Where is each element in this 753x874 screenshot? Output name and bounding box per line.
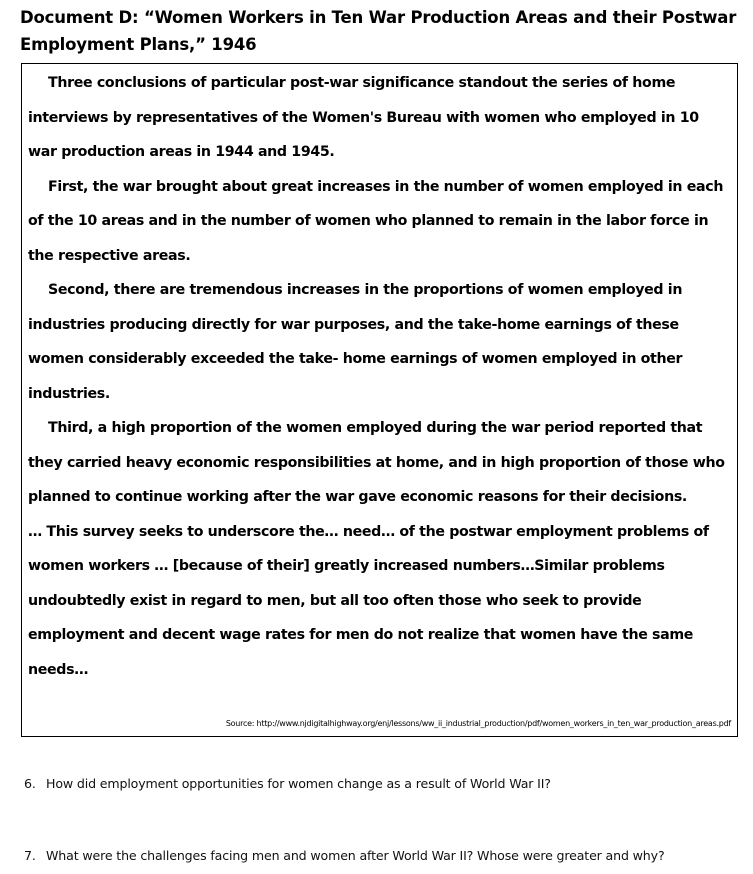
question-number: 7.	[24, 848, 36, 863]
paragraph-survey: … This survey seeks to underscore the… need… of the postwar employment problems of women workers … [because of their] greatly increased numbers…Similar problems undoubtedly exist in regard to men, but all too often those who seek to provide employment and decent wage rates for men do not realize that women have the same needs…	[28, 523, 709, 678]
question-text: What were the challenges facing men and women after World War II? Whose were greater and why?	[46, 848, 665, 863]
question-text: How did employment opportunities for women change as a result of World War II?	[46, 776, 551, 791]
question-7	[24, 848, 664, 864]
paragraph-conclusions: Three conclusions of particular post-war significance standout the series of home interviews by representatives of the Women's Bureau with women who employed in 10 war production areas in 1944 and 1945.	[28, 75, 699, 160]
paragraph-first: First, the war brought about great increases in the number of women employed in each of the 10 areas and in the number of women who planned to remain in the labor force in the respective areas.	[28, 178, 724, 264]
paragraph-second: Second, there are tremendous increases in the proportions of women employed in industries producing directly for war purposes, and the take-home earnings of these women considerably exceeded the take- home earnings of women employed in other industries.	[28, 282, 683, 402]
question-6	[24, 776, 551, 792]
document-excerpt-box	[21, 63, 738, 737]
source-citation: Source: http://www.njdigitalhighway.org/enj/lessons/ww_ii_industrial_production/pdf/women_workers_in_ten_war_production_areas.pdf	[225, 719, 731, 728]
question-number: 6.	[24, 776, 36, 791]
document-title: Document D: “Women Workers in Ten War Production Areas and their Postwar Employment Plans,” 1946	[20, 8, 737, 54]
paragraph-third: Third, a high proportion of the women employed during the war period reported that they carried heavy economic responsibilities at home, and in high proportion of those who planned to continue working after the war gave economic reasons for their decisions.	[28, 420, 725, 505]
